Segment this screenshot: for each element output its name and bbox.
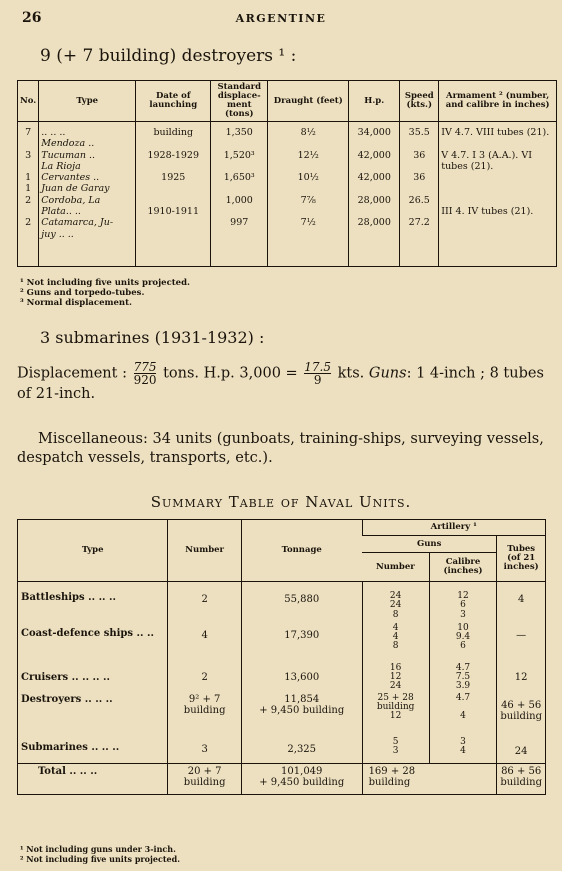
- col-guns: Guns: [362, 536, 497, 553]
- destroyers-heading: 9 (+ 7 building) destroyers ¹ :: [40, 46, 297, 66]
- footnote: ¹ Not including five units projected.: [20, 278, 190, 288]
- summary-title: Summary Table of Naval Units.: [150, 493, 412, 511]
- submarines-heading: 3 submarines (1931-1932) :: [40, 328, 265, 347]
- date-column: building 1928-1929 1925 1910-1911: [136, 122, 211, 267]
- col-type: Type: [39, 81, 136, 122]
- col-type: Type: [18, 520, 168, 582]
- displacement-fraction: $\frac{775}{920}$: [133, 360, 157, 387]
- footnote: ² Guns and torpedo-tubes.: [20, 288, 145, 298]
- col-number: Number: [168, 520, 242, 582]
- submarines-paragraph-cont: of 21-inch.: [17, 386, 96, 402]
- armament-column: IV 4.7. VIII tubes (21). V 4.7. I 3 (A.A.). VI tubes (21). III 4. IV tubes (21).: [439, 122, 557, 267]
- destroyers-footnotes: [20, 278, 190, 308]
- footnote: ² Not including five units projected.: [20, 853, 180, 864]
- submarines-paragraph: Displacement : $\frac{775}{920}$ tons. H.p. 3,000 = $\frac{17.5}{9}$ kts. Guns: 1 4-inch ; 8 tubes: [17, 360, 544, 387]
- draught-column: 8½ 12½ 10½ 7⅞ 7½: [268, 122, 349, 267]
- col-armament: Armament ² (number, and calibre in inches): [439, 81, 557, 122]
- table-row: Submarines .. .. .. 3 2,325 5 3 3 4 24: [18, 736, 546, 764]
- col-speed: Speed (kts.): [400, 81, 439, 122]
- col-tubes: Tubes (of 21 inches): [497, 536, 546, 582]
- col-displacement: Standard displace-ment (tons): [211, 81, 268, 122]
- table-row: Cruisers .. .. .. .. 2 13,600 16 12 24 4.7 7.5 3.9 12: [18, 662, 546, 692]
- page-number: 26: [22, 10, 42, 26]
- col-hp: H.p.: [349, 81, 400, 122]
- type-column: .. .. .. Mendoza .. Tucuman .. La Rioja Cervantes .. Juan de Garay Cordoba, La Plata.. .. Catamarca, Ju- juy .. ..: [39, 122, 136, 267]
- no-column: 7 3 1 1 2 2: [25, 127, 32, 229]
- hp-column: 34,000 42,000 42,000 28,000 28,000: [349, 122, 400, 267]
- footnote: ³ Normal displacement.: [20, 298, 132, 308]
- speed-column: 35.5 36 36 26.5 27.2: [400, 122, 439, 267]
- col-calibre: Calibre (inches): [429, 553, 497, 582]
- footnote: ¹ Not including guns under 3-inch.: [20, 844, 176, 854]
- displacement-column: 1,350 1,520³ 1,650³ 1,000 997: [211, 122, 268, 267]
- page-header: [18, 10, 544, 30]
- col-tonnage: Tonnage: [241, 520, 362, 582]
- col-artillery: Artillery ¹: [362, 520, 545, 536]
- destroyers-table-body: [18, 122, 557, 267]
- destroyers-table: [17, 80, 557, 267]
- col-guns-number: Number: [362, 553, 429, 582]
- destroyers-table-header: [18, 81, 557, 122]
- col-no: No.: [18, 81, 39, 122]
- summary-table: [17, 519, 546, 795]
- table-row: Destroyers .. .. .. 9² + 7 building 11,854 + 9,450 building 25 + 28 building 12 4.7 4 46 + 56 building: [18, 692, 546, 736]
- running-title: ARGENTINE: [235, 12, 327, 25]
- misc-paragraph: Miscellaneous: 34 units (gunboats, training-ships, surveying vessels, despatch vessels, transports, etc.).: [17, 431, 544, 466]
- table-row: Battleships .. .. .. 2 55,880 24 24 8 12 6 3 4: [18, 582, 546, 622]
- speed-fraction: $\frac{17.5}{9}$: [304, 360, 331, 387]
- table-row: Coast-defence ships .. .. 4 17,390 4 4 8 10 9.4 6 —: [18, 622, 546, 662]
- summary-footnotes: [20, 845, 180, 864]
- col-draught: Draught (feet): [268, 81, 349, 122]
- col-date: Date of launching: [136, 81, 211, 122]
- total-row: Total .. .. .. 20 + 7 building 101,049 + 9,450 building 169 + 28 building 86 + 56 building: [18, 764, 546, 795]
